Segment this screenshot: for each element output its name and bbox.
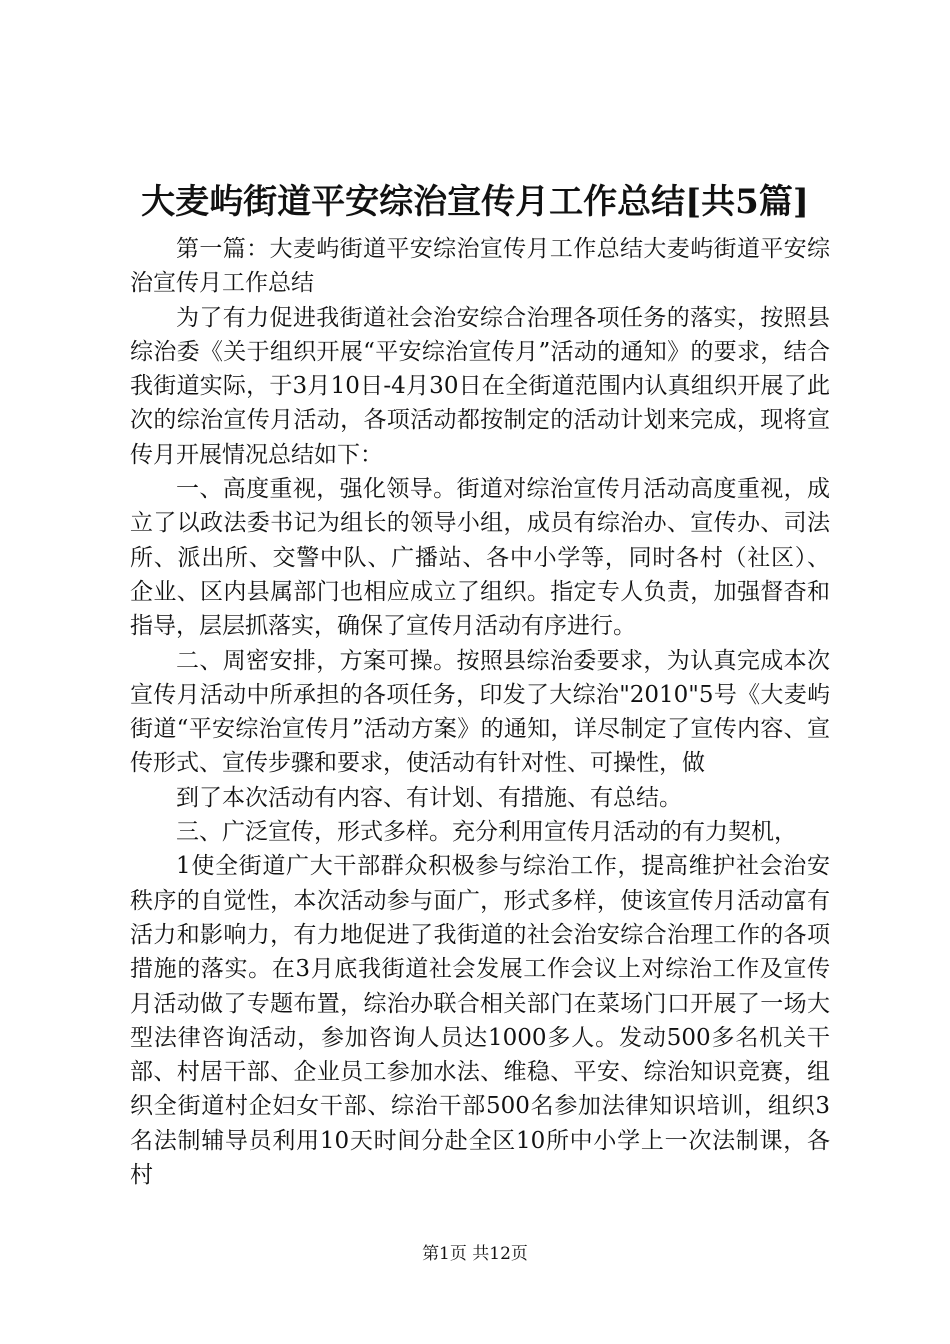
paragraph: 二、周密安排，方案可操。按照县综治委要求，为认真完成本次宣传月活动中所承担的各项任务，印发了大综治"2010"5号《大麦屿街道“平安综治宣传月”活动方案》的通知，详尽制定了宣传内容、宣传形式、宣传步骤和要求，使活动有针对性、可操性，做 xyxy=(130,647,830,777)
paragraph: 一、高度重视，强化领导。街道对综治宣传月活动高度重视，成立了以政法委书记为组长的领导小组，成员有综治办、宣传办、司法所、派出所、交警中队、广播站、各中小学等，同时各村（社区）、企业、区内县属部门也相应成立了组织。指定专人负责，加强督杳和指导，层层抓落实，确保了宣传月活动有序进行。 xyxy=(130,476,830,640)
paragraph: 三、广泛宣传，形式多样。充分利用宣传月活动的有力契机， xyxy=(176,819,797,846)
document-title: 大麦屿街道平安综治宣传月工作总结[共5篇] xyxy=(141,182,809,222)
paragraph: 为了有力促进我街道社会治安综合治理各项任务的落实，按照县综治委《关于组织开展“平安综治宣传月”活动的通知》的要求，结合我街道实际，于3月10日-4月30日在全街道范围内认真组织开展了此次的综治宣传月活动，各项活动都按制定的活动计划来完成，现将宣传月开展情况总结如下： xyxy=(130,304,830,468)
paragraph: 第一篇：大麦屿街道平安综治宣传月工作总结大麦屿街道平安综治宣传月工作总结 xyxy=(130,236,830,297)
paragraph: 到了本次活动有内容、有计划、有措施、有总结。 xyxy=(176,784,682,811)
paragraph: 1使全街道广大干部群众积极参与综治工作，提高维护社会治安秩序的自觉性，本次活动参与面广，形式多样，使该宣传月活动富有活力和影响力，有力地促进了我街道的社会治安综合治理工作的各项措施的落实。在3月底我街道社会发展工作会议上对综治工作及宣传月活动做了专题布置，综治办联合相关部门在菜场门口开展了一场大型法律咨询活动，参加咨询人员达1000多人。发动500多名机关干部、村居干部、企业员工参加水法、维稳、平安、综治知识竞赛，组织全街道村企妇女干部、综治干部500名参加法律知识培训，组织3名法制辅导员利用10天时间分赴全区10所中小学上一次法制课，各村 xyxy=(130,853,830,1189)
page-number-footer: 第1页 共12页 xyxy=(422,1244,528,1264)
document-body xyxy=(130,232,830,1192)
